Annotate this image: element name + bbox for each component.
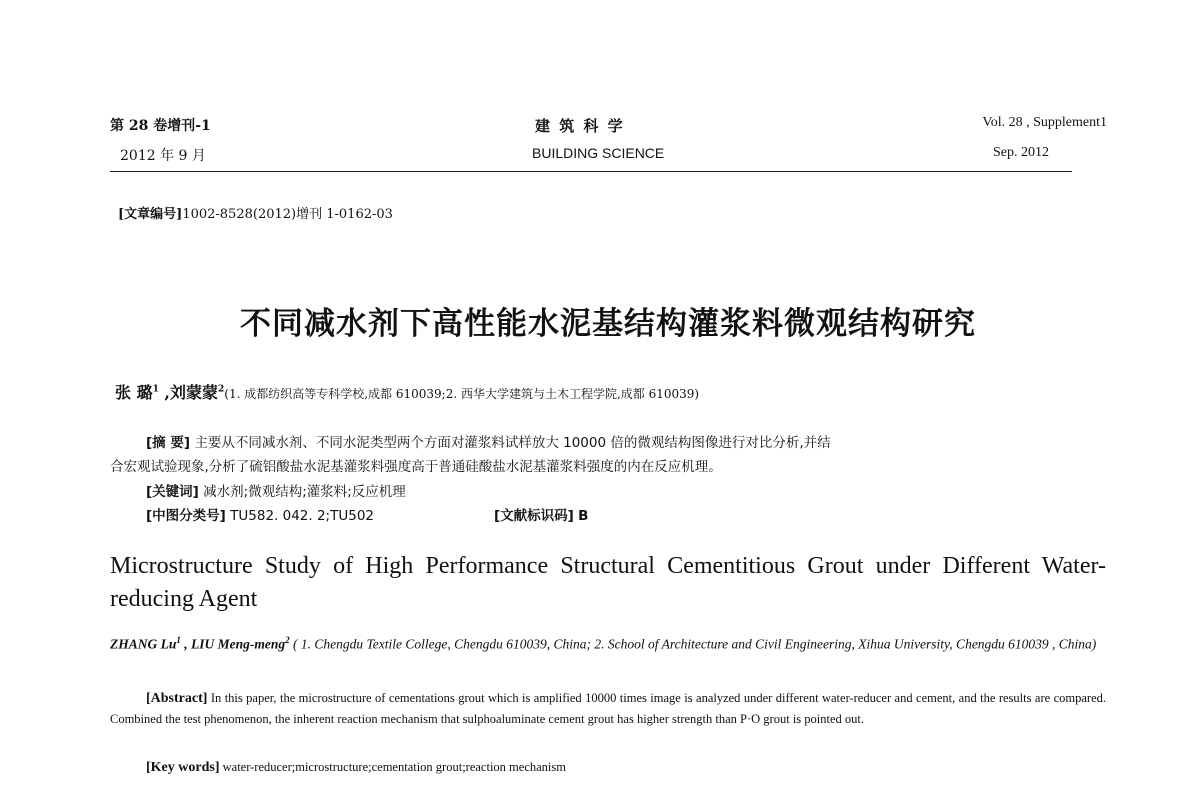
author-1-cn: 张 璐 xyxy=(115,383,153,402)
classification-label: [中图分类号] xyxy=(146,508,226,524)
author-2-en-sup: 2 xyxy=(285,635,290,645)
keywords-en xyxy=(146,760,566,776)
classification-value: TU582. 042. 2;TU502 xyxy=(230,508,374,524)
abstract-en-text: In this paper, the microstructure of cementations grout which is amplified 10000 times image is analyzed under different water-reducer and cement, and the results are compared. Combined the test phenomenon, the inherent reaction mechanism that sulphoaluminate cement grout has higher strength than P·O grout is pointed out. xyxy=(110,691,1106,726)
header-rule xyxy=(110,171,1072,172)
author-2-cn: 刘蒙蒙 xyxy=(169,383,218,402)
abstract-cn-label: [摘 要] xyxy=(146,435,191,451)
author-1-en-sup: 1 xyxy=(176,635,181,645)
journal-name-cn: 建 筑 科 学 xyxy=(535,117,625,135)
article-id-value: 1002-8528(2012)增刊 1-0162-03 xyxy=(182,207,393,222)
doc-code xyxy=(494,504,588,524)
affiliation-en: ( 1. Chengdu Textile College, Chengdu 610039, China; 2. School of Architecture and Civil Engineering, Xihua University, Chengdu 610039 , China) xyxy=(289,636,1097,652)
author-separator: , xyxy=(158,383,170,402)
affiliation-cn: (1. 成都纺织高等专科学校,成都 610039;2. 西华大学建筑与土木工程学院,成都 610039) xyxy=(224,387,700,401)
author-1-en: ZHANG Lu xyxy=(110,636,177,652)
keywords-cn-label: [关键词] xyxy=(146,484,199,500)
doc-code-label: [文献标识码] xyxy=(494,508,574,524)
authors-en xyxy=(110,629,1106,656)
title-en: Microstructure Study of High Performance Structural Cementitious Grout under Different Water-reducing Agent xyxy=(110,553,1106,612)
keywords-en-value: water-reducer;microstructure;cementation grout;reaction mechanism xyxy=(222,760,566,774)
article-id-label: [文章编号] xyxy=(118,207,183,222)
date-en: Sep. 2012 xyxy=(993,145,1049,160)
author-1-sup: 1 xyxy=(152,384,159,395)
doc-code-value: B xyxy=(578,508,589,524)
abstract-en-label: [Abstract] xyxy=(146,691,208,706)
classification xyxy=(146,504,374,524)
keywords-en-label: [Key words] xyxy=(146,760,220,775)
author-2-en: LIU Meng-meng xyxy=(191,636,286,652)
abstract-cn-text1: 主要从不同减水剂、不同水泥类型两个方面对灌浆料试样放大 10000 倍的微观结构图像进行对比分析,并结 xyxy=(194,435,831,451)
author-2-sup: 2 xyxy=(218,384,225,395)
article-id xyxy=(118,203,393,222)
volume-cn: 第 28 卷增刊-1 xyxy=(110,118,211,134)
title-cn: 不同减水剂下高性能水泥基结构灌浆料微观结构研究 xyxy=(240,306,976,342)
keywords-cn xyxy=(146,480,406,500)
abstract-en xyxy=(110,688,1106,729)
date-cn: 2012 年 9 月 xyxy=(120,148,206,164)
abstract-cn-line2: 合宏观试验现象,分析了硫铝酸盐水泥基灌浆料强度高于普通硅酸盐水泥基灌浆料强度的内在反应机理。 xyxy=(110,459,722,475)
author-en-separator: , xyxy=(180,636,192,652)
journal-name-en: BUILDING SCIENCE xyxy=(532,145,665,161)
abstract-cn-line1 xyxy=(146,431,831,451)
authors-cn xyxy=(115,380,699,403)
keywords-cn-value: 减水剂;微观结构;灌浆料;反应机理 xyxy=(203,484,406,500)
volume-en: Vol. 28 , Supplement1 xyxy=(982,115,1107,130)
